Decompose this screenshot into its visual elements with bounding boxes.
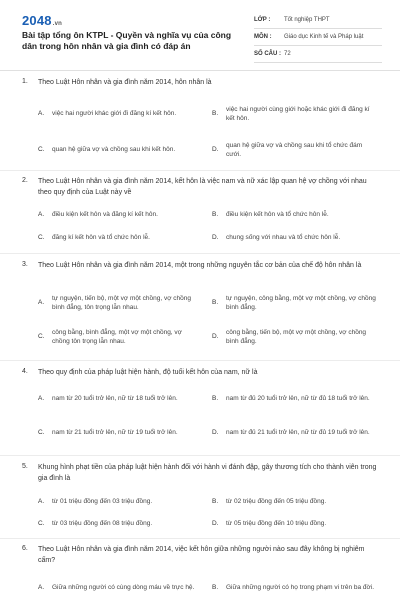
option-label: B. [212,110,219,118]
option-label: D. [212,333,219,341]
option-label: A. [38,395,45,403]
option-b[interactable] [212,209,378,221]
logo-text: 2048 [22,13,52,28]
question-divider [0,538,400,539]
option-label: A. [38,498,45,506]
option-a[interactable] [38,104,198,124]
question-number: 2. [22,177,28,184]
option-text: việc hai người cùng giới hoặc khác giới đi đăng kí kết hôn. [226,105,370,122]
option-label: C. [38,146,45,154]
meta-row-count [254,46,382,63]
meta-key: SỐ CÂU : [254,51,281,57]
question-text: Theo Luật Hôn nhân và gia đình năm 2014, việc kết hôn giữa những người nào sau đây không bị nghiêm cấm? [38,546,365,564]
question-divider [0,170,400,171]
header-divider [0,70,400,71]
option-label: B. [212,299,219,307]
option-a[interactable] [38,293,198,313]
meta-value[interactable]: Giáo dục Kinh tế và Pháp luật [284,34,364,40]
option-label: B. [212,211,219,219]
question-number: 5. [22,463,28,470]
option-b[interactable] [212,496,378,508]
option-label: D. [212,520,219,528]
question-number: 6. [22,545,28,552]
option-text: công bằng, tiến bộ, một vợ một chồng, vợ chồng bình đẳng. [226,328,367,345]
option-text: công bằng, bình đẳng, một vợ một chồng, vợ chồng tôn trọng lẫn nhau. [52,328,182,345]
meta-row-subject [254,29,382,46]
meta-value[interactable]: Tốt nghiệp THPT [284,17,330,23]
option-label: C. [38,234,45,242]
option-d[interactable] [212,518,378,530]
option-text: nam từ 20 tuổi trở lên, nữ từ 18 tuổi trở lên. [52,395,178,403]
option-label: B. [212,498,219,506]
option-text: đăng kí kết hôn và tổ chức hôn lễ. [52,234,150,242]
option-label: A. [38,110,45,118]
option-b[interactable] [212,293,378,313]
option-label: A. [38,584,45,592]
option-label: D. [212,234,219,242]
question-text: Theo Luật Hôn nhân và gia đình năm 2014, hôn nhân là [38,79,212,86]
question-divider [0,455,400,456]
meta-key: MÔN : [254,34,272,40]
question-text: Theo Luật Hôn nhân và gia đình năm 2014, một trong những nguyên tắc cơ bản của chế độ hôn nhân là [38,262,362,269]
option-d[interactable] [212,327,378,347]
option-text: từ 01 triệu đồng đến 03 triệu đồng. [52,498,153,506]
meta-key: LỚP : [254,17,271,23]
option-label: A. [38,211,45,219]
option-c[interactable] [38,423,198,443]
question-text: Theo Luật Hôn nhân và gia đình năm 2014, kết hôn là việc nam và nữ xác lập quan hệ vợ chồng với nhau theo quy định của Luật này về [38,178,367,196]
option-text: tự nguyện, công bằng, một vợ một chồng, vợ chồng bình đẳng. [226,294,376,311]
meta-row-class [254,12,382,29]
option-c[interactable] [38,327,198,347]
option-text: nam từ đủ 21 tuổi trở lên, nữ từ đủ 19 tuổi trở lên. [226,429,370,437]
option-d[interactable] [212,140,378,160]
option-text: Giữa những người có cùng dòng máu về trực hệ. [52,584,195,592]
option-label: C. [38,429,45,437]
page-title: Bài tập tổng ôn KTPL - Quyền và nghĩa vụ của công dân trong hôn nhân và gia đình có đáp án [22,30,232,51]
option-b[interactable] [212,104,378,124]
logo-suffix: .vn [52,21,63,27]
question-number: 3. [22,261,28,268]
option-text: nam từ 21 tuổi trở lên, nữ từ 19 tuổi trở lên. [52,429,178,437]
option-label: A. [38,299,45,307]
option-a[interactable] [38,496,198,508]
option-label: C. [38,520,45,528]
option-text: chung sống với nhau và tổ chức hôn lễ. [226,234,341,242]
option-text: nam từ đủ 20 tuổi trở lên, nữ từ đủ 18 tuổi trở lên. [226,395,370,403]
option-c[interactable] [38,518,198,530]
option-text: quan hệ giữa vợ và chồng sau khi kết hôn. [52,146,176,154]
option-label: B. [212,584,219,592]
question-number: 1. [22,78,28,85]
option-label: B. [212,395,219,403]
question-number: 4. [22,368,28,375]
option-text: từ 03 triệu đồng đến 08 triệu đồng. [52,520,153,528]
meta-table [254,12,382,63]
option-a[interactable] [38,578,198,598]
option-text: tự nguyện, tiến bộ, một vợ một chồng, vợ chồng bình đẳng, tôn trọng lẫn nhau. [52,294,191,311]
option-label: D. [212,429,219,437]
option-text: Giữa những người có họ trong phạm vi trên ba đời. [226,584,375,592]
option-text: từ 02 triệu đồng đến 05 triệu đồng. [226,498,327,506]
option-text: điều kiện kết hôn và tổ chức hôn lễ. [226,211,329,219]
option-b[interactable] [212,578,378,598]
question-text: Theo quy định của pháp luật hiện hành, độ tuổi kết hôn của nam, nữ là [38,369,258,376]
option-text: điều kiện kết hôn và đăng kí kết hôn. [52,211,158,219]
option-d[interactable] [212,423,378,443]
option-label: C. [38,333,45,341]
option-b[interactable] [212,389,378,409]
option-c[interactable] [38,140,198,160]
option-text: quan hệ giữa vợ và chồng sau khi tổ chức đám cưới. [226,141,363,158]
meta-value: 72 [284,51,291,57]
option-a[interactable] [38,389,198,409]
question-text: Khung hình phạt tiền của pháp luật hiện hành đối với hành vi đánh đập, gây thương tích cho thành viên trong gia đình là [38,464,377,482]
option-c[interactable] [38,232,198,244]
site-logo[interactable] [22,13,62,28]
question-divider [0,360,400,361]
option-label: D. [212,146,219,154]
option-text: việc hai người khác giới đi đăng kí kết hôn. [52,110,177,118]
option-d[interactable] [212,232,378,244]
option-text: từ 05 triệu đồng đến 10 triệu đồng. [226,520,327,528]
header [0,0,400,66]
option-a[interactable] [38,209,198,221]
question-divider [0,253,400,254]
